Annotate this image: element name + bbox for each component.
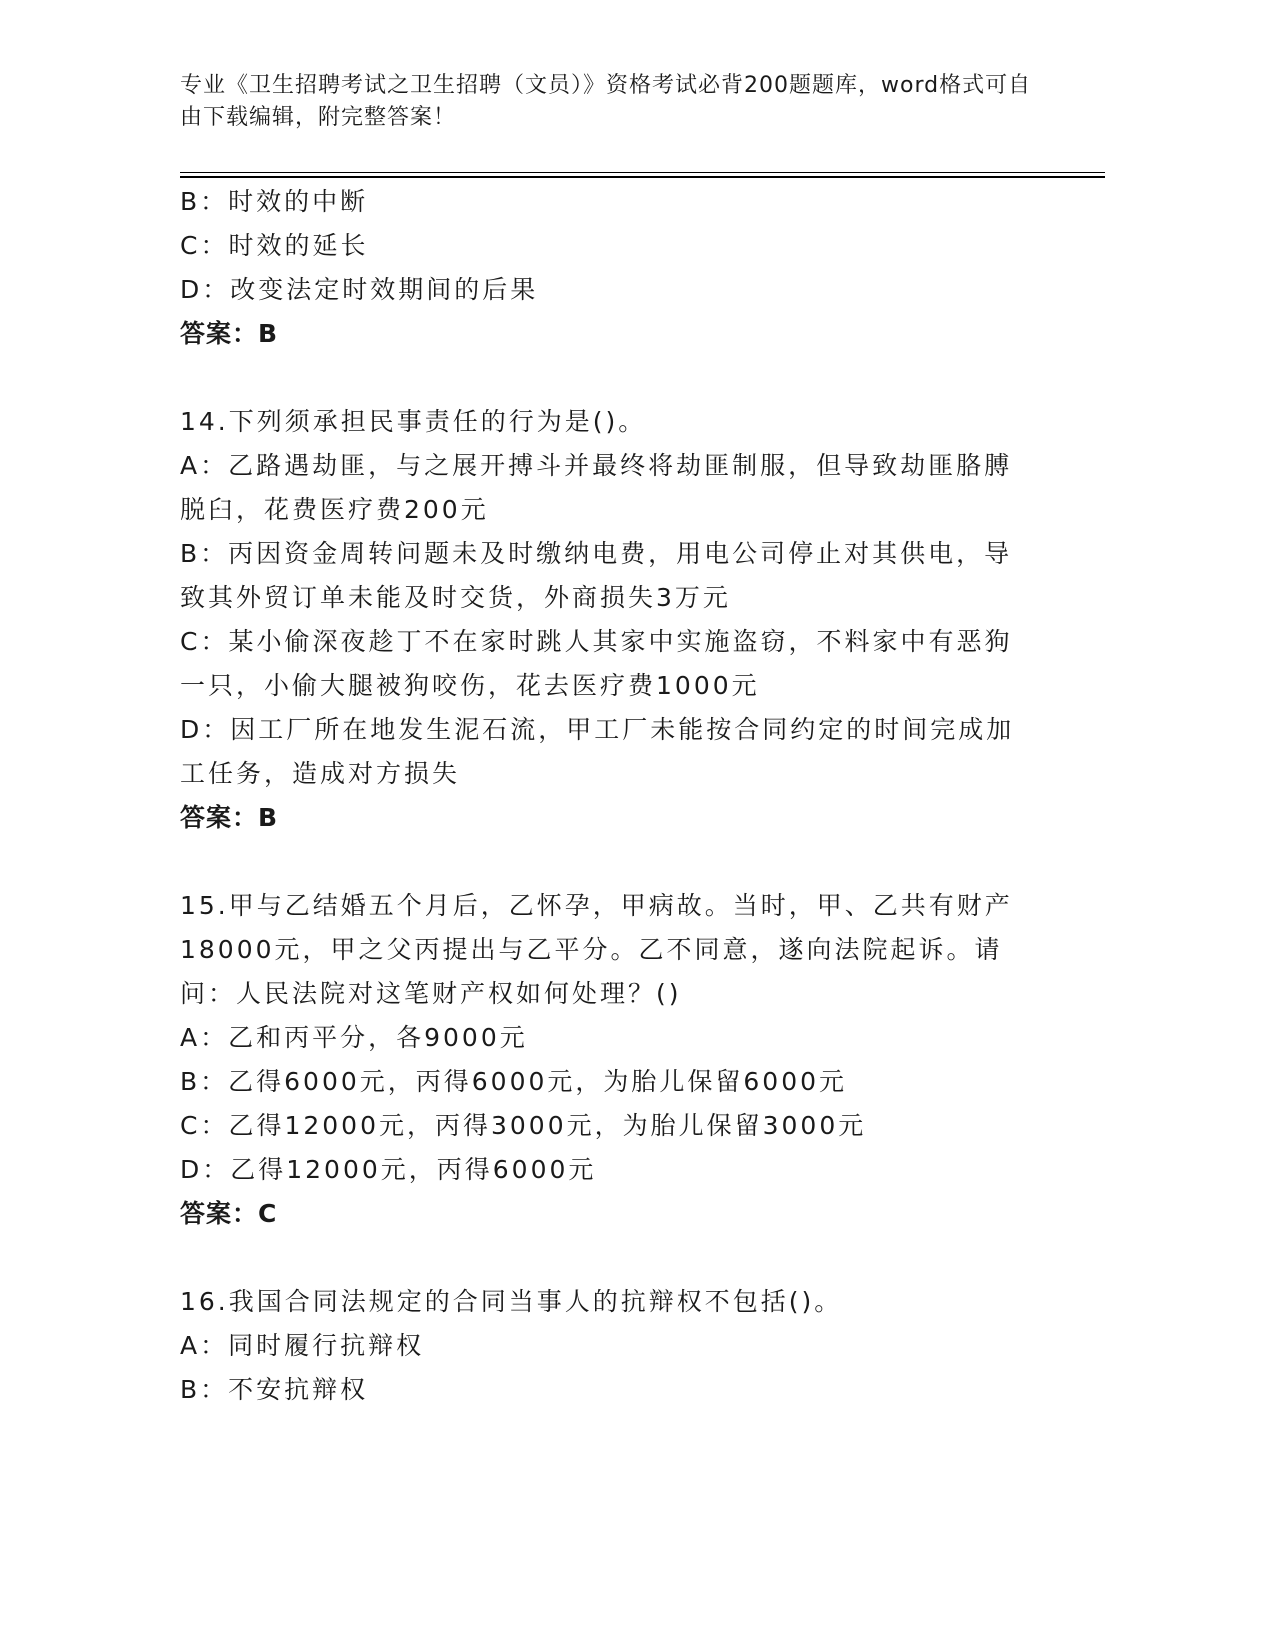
spacer — [180, 1236, 1040, 1280]
option-line: B：不安抗辩权 — [180, 1375, 369, 1404]
question-content — [180, 180, 1040, 1412]
spacer — [180, 356, 1040, 400]
document-header — [180, 70, 1040, 134]
question-line: 15.甲与乙结婚五个月后，乙怀孕，甲病故。当时，甲、乙共有财产18000元，甲之父丙提出与乙平分。乙不同意，遂向法院起诉。请问：人民法院对这笔财产权如何处理？() — [180, 891, 1013, 1008]
answer-line: 答案：C — [180, 1199, 278, 1228]
option-line: D：因工厂所在地发生泥石流，甲工厂未能按合同约定的时间完成加工任务，造成对方损失 — [180, 715, 1015, 788]
answer-line: 答案：B — [180, 803, 279, 832]
option-line: D：乙得12000元，丙得6000元 — [180, 1155, 597, 1184]
option-line: C：时效的延长 — [180, 231, 369, 260]
option-line: D：改变法定时效期间的后果 — [180, 275, 539, 304]
question-line: 16.我国合同法规定的合同当事人的抗辩权不包括()。 — [180, 1287, 843, 1316]
option-line: B：时效的中断 — [180, 187, 369, 216]
option-line: B：乙得6000元，丙得6000元，为胎儿保留6000元 — [180, 1067, 848, 1096]
option-line: C：某小偷深夜趁丁不在家时跳人其家中实施盗窃，不料家中有恶狗一只，小偷大腿被狗咬伤，花去医疗费1000元 — [180, 627, 1013, 700]
spacer — [180, 840, 1040, 884]
option-line: B：丙因资金周转问题未及时缴纳电费，用电公司停止对其供电，导致其外贸订单未能及时交货，外商损失3万元 — [180, 539, 1013, 612]
answer-line: 答案：B — [180, 319, 279, 348]
header-divider-thick — [180, 176, 1105, 178]
option-line: A：乙路遇劫匪，与之展开搏斗并最终将劫匪制服，但导致劫匪胳膊脱臼，花费医疗费200元 — [180, 451, 1013, 524]
option-line: C：乙得12000元，丙得3000元，为胎儿保留3000元 — [180, 1111, 867, 1140]
question-line: 14.下列须承担民事责任的行为是()。 — [180, 407, 647, 436]
header-divider-thin — [180, 172, 1105, 173]
option-line: A：同时履行抗辩权 — [180, 1331, 425, 1360]
option-line: A：乙和丙平分，各9000元 — [180, 1023, 528, 1052]
header-text: 专业《卫生招聘考试之卫生招聘（文员）》资格考试必背200题题库，word格式可自由下载编辑，附完整答案！ — [180, 73, 1032, 130]
